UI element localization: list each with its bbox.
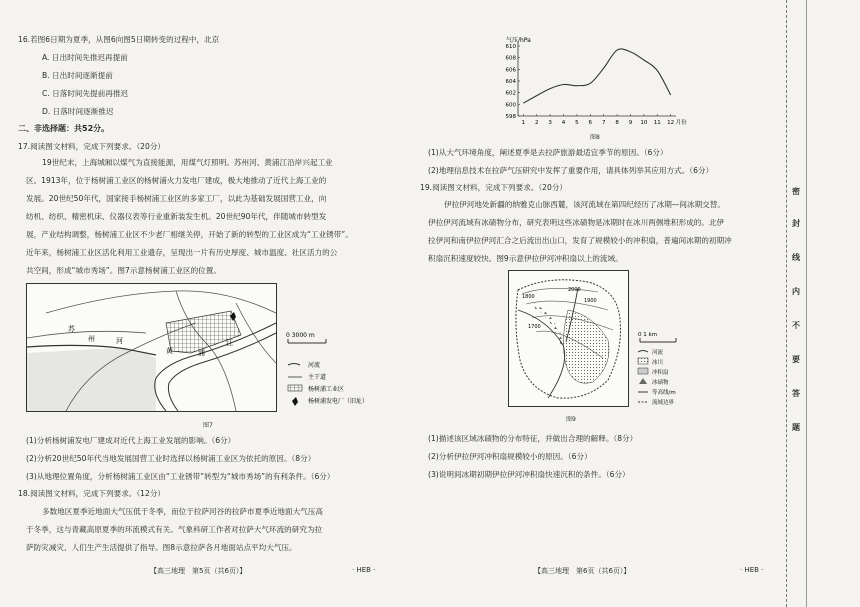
map-label-huang: 黄 [166, 347, 173, 355]
chart-x-tick-label: 5 [575, 120, 579, 126]
q19-sub-2: (2)分析伊拉伊河冲积扇规模较小的原因。（6分） [428, 452, 592, 461]
footer-right-page: 【高三地理 第6页（共6页）】 [534, 567, 631, 575]
footer-right-code: · HEB · [740, 566, 764, 574]
chart-y-tick-label: 600 [505, 102, 516, 109]
q16-option-c[interactable]: C. 日落时间先提前再推迟 [42, 89, 129, 98]
q19-para-line: 伊拉伊河地处新疆的纳雅克山脉西麓，该河流域在第四纪经历了冰期—间冰期交替。 [444, 200, 725, 209]
q17-para-line: 区。1913年，位于杨树浦工业区的杨树浦火力发电厂建成，极大地推动了近代上海工业的 [26, 176, 327, 185]
binding-char: 不 [792, 321, 800, 330]
q18-sub-1: (1)从大气环境角度，阐述夏季是去拉萨旅游最适宜季节的原因。（6分） [428, 148, 668, 157]
q17-stem: 17.阅读图文材料，完成下列要求。（20分） [18, 142, 166, 151]
contour-label: 1900 [584, 298, 597, 304]
binding-char: 封 [792, 219, 800, 228]
legend-river: 河流 [308, 362, 321, 369]
legend-river: 河流 [652, 350, 664, 356]
legend-moraine-symbol [639, 378, 647, 384]
chart-x-unit-label: 月份 [675, 120, 687, 126]
q18-sub-2: (2)地理信息技术在拉萨气压研究中发挥了重要作用，请具体列举其应用方式。（6分） [428, 166, 714, 175]
q17-sub-1: (1)分析杨树浦发电厂建成对近代上海工业发展的影响。（6分） [26, 436, 236, 445]
figure-7-map [26, 283, 382, 415]
scale-label: 0 1 km [638, 332, 658, 338]
q17-sub-3: (3)从地理位置角度，分析杨树浦工业区由“工业锈带”转型为“城市秀场”的有利条件。（6分） [26, 472, 335, 481]
map-label-he: 河 [116, 337, 123, 345]
figure-8-caption: 图8 [590, 134, 600, 141]
legend-glacier: 冰川 [652, 360, 664, 366]
pressure-series-line [523, 49, 670, 103]
legend-river-symbol [288, 364, 300, 366]
q19-para-line: 拉伊河和南伊拉伊河汇合之后流出出山口，发育了规模较小的冲积扇，普遍间冰期的初期冲 [428, 236, 732, 245]
q17-para-line: 纺机、纺织、精密机床、仪器仪表等行业重新装发生机。20世纪90年代，伴随城市转型发 [26, 212, 327, 221]
chart-x-tick-label: 7 [601, 120, 606, 126]
legend-zone-symbol [288, 385, 302, 391]
chart-y-tick-label: 598 [505, 114, 516, 120]
map-label-su: 苏 [68, 325, 75, 333]
legend-moraine: 冰碛物 [652, 380, 669, 386]
binding-char: 密 [792, 187, 800, 196]
contour-label: 1700 [528, 324, 541, 330]
footer-left-code: · HEB · [352, 566, 376, 574]
legend-contour: 等高线/m [652, 390, 676, 396]
q19-para-line: 积扇沉积速度较快。图9示意伊拉伊河冲积扇以上的流域。 [428, 254, 623, 263]
legend-fan: 冲积扇 [652, 370, 669, 376]
q17-para-line: 19世纪末，上海城厢以煤气为直接能源，用煤气灯照明。苏州河、黄浦江沿岸兴起工业 [42, 158, 333, 167]
chart-x-tick-label: 6 [588, 120, 593, 126]
q17-sub-2: (2)分析20世纪50年代当地发展国营工业时选择以杨树浦工业区为依托的原因。（8分） [26, 454, 316, 463]
chart-x-tick-label: 2 [534, 120, 539, 126]
chart-axes [518, 42, 676, 116]
q17-para-line: 近年来，杨树浦工业区活化利用工业遗存，呈现出一片有历史厚度、城市温度、社区活力的公 [26, 248, 338, 257]
chart-y-tick-label: 608 [505, 55, 516, 62]
q16-option-a[interactable]: A. 日出时间先推迟再提前 [42, 53, 128, 62]
chart-x-tick-label: 12 [667, 120, 675, 126]
scale-label: 0 3000 m [286, 332, 315, 339]
land-shade [27, 349, 156, 411]
legend-glacier-symbol [638, 358, 648, 364]
map-label-zhou: 州 [88, 335, 95, 343]
q19-para-line: 伊拉伊河流域有冰碛物分布，研究表明这些冰碛物是冰期时在冰川两侧堆积形成的。北伊 [428, 218, 725, 227]
legend-plant: 杨树浦发电厂（旧址） [308, 398, 369, 405]
section-heading: 二、非选择题：共52分。 [18, 124, 110, 133]
legend-zone: 杨树浦工业区 [308, 386, 345, 393]
figure-9-caption: 图9 [566, 416, 576, 423]
chart-x-tick-label: 3 [548, 120, 552, 126]
contour-label: 1800 [522, 294, 535, 300]
q18-para-line: 于冬季，这与青藏高原夏季的环流模式有关。气象科研工作者对拉萨大气环流的研究为拉 [26, 525, 323, 534]
q18-para-line: 多数地区夏季近地面大气压低于冬季，而位于拉萨河谷的拉萨市夏季近地面大气压高 [42, 507, 323, 516]
q17-para-line: 展，产业结构调整，杨树浦工业区不少老厂相继关停，开始了新的转型的工业区成为“工业锈带”。 [26, 230, 353, 239]
q18-para-line: 萨防灾减灾、人们生产生活提供了指导。图8示意拉萨各月地面站点平均大气压。 [26, 543, 297, 552]
binding-char: 答 [792, 389, 800, 398]
legend-plant-icon [292, 397, 298, 406]
legend-river-symbol [638, 351, 648, 353]
q18-stem: 18.阅读图文材料，完成下列要求。（12分） [18, 489, 166, 498]
binding-char: 内 [792, 287, 800, 296]
contour-label: 2000 [568, 287, 581, 293]
map-label-pu: 浦 [198, 349, 205, 357]
figure-9-map [508, 270, 708, 410]
legend-boundary: 流域边界 [652, 400, 675, 406]
binding-char: 要 [792, 355, 800, 364]
map-label-jiang: 江 [226, 339, 233, 347]
chart-x-tick-label: 4 [561, 120, 566, 126]
q19-sub-1: (1)描述该区域冰碛物的分布特征，并做出合理的解释。（8分） [428, 434, 638, 443]
chart-y-tick-label: 610 [505, 44, 516, 50]
chart-x-tick-label: 1 [521, 120, 526, 126]
chart-x-tick-label: 11 [653, 120, 661, 126]
chart-y-tick-label: 606 [505, 67, 516, 74]
chart-x-tick-label: 9 [628, 120, 633, 126]
binding-char: 题 [792, 423, 800, 432]
figure-8-chart [498, 34, 688, 128]
q19-sub-3: (3)说明间冰期初期伊拉伊河冲积扇快速沉积的条件。（6分） [428, 470, 630, 479]
legend-fan-symbol [638, 368, 648, 374]
q17-para-line: 共空间，形成“城市秀场”。图7示意杨树浦工业区的位置。 [26, 266, 221, 275]
chart-y-tick-label: 604 [505, 79, 516, 85]
footer-left-page: 【高三地理 第5页（共6页）】 [150, 567, 247, 575]
q19-stem: 19.阅读图文材料，完成下列要求。（20分） [420, 183, 568, 192]
legend-road: 主干道 [308, 374, 327, 381]
chart-x-tick-label: 8 [615, 120, 619, 126]
chart-y-tick-label: 602 [505, 90, 516, 97]
q16-stem: 16.若图6日期为夏季，从图6向图5日期转变的过程中，北京 [18, 35, 220, 44]
q16-option-d[interactable]: D. 日落时间逐渐推迟 [42, 107, 114, 116]
binding-char: 线 [792, 253, 800, 262]
chart-x-tick-label: 10 [640, 120, 648, 126]
binding-dashed-line [786, 0, 788, 607]
figure-7-caption: 图7 [203, 422, 213, 429]
binding-edge-line [806, 0, 807, 607]
q17-para-line: 发展。20世纪50年代，国家接手杨树浦工业区的多家工厂，以此为基础发展国营工业，向 [26, 194, 327, 203]
q16-option-b[interactable]: B. 日出时间逐渐提前 [42, 71, 113, 80]
chart-y-label: 气压/hPa [506, 37, 531, 44]
